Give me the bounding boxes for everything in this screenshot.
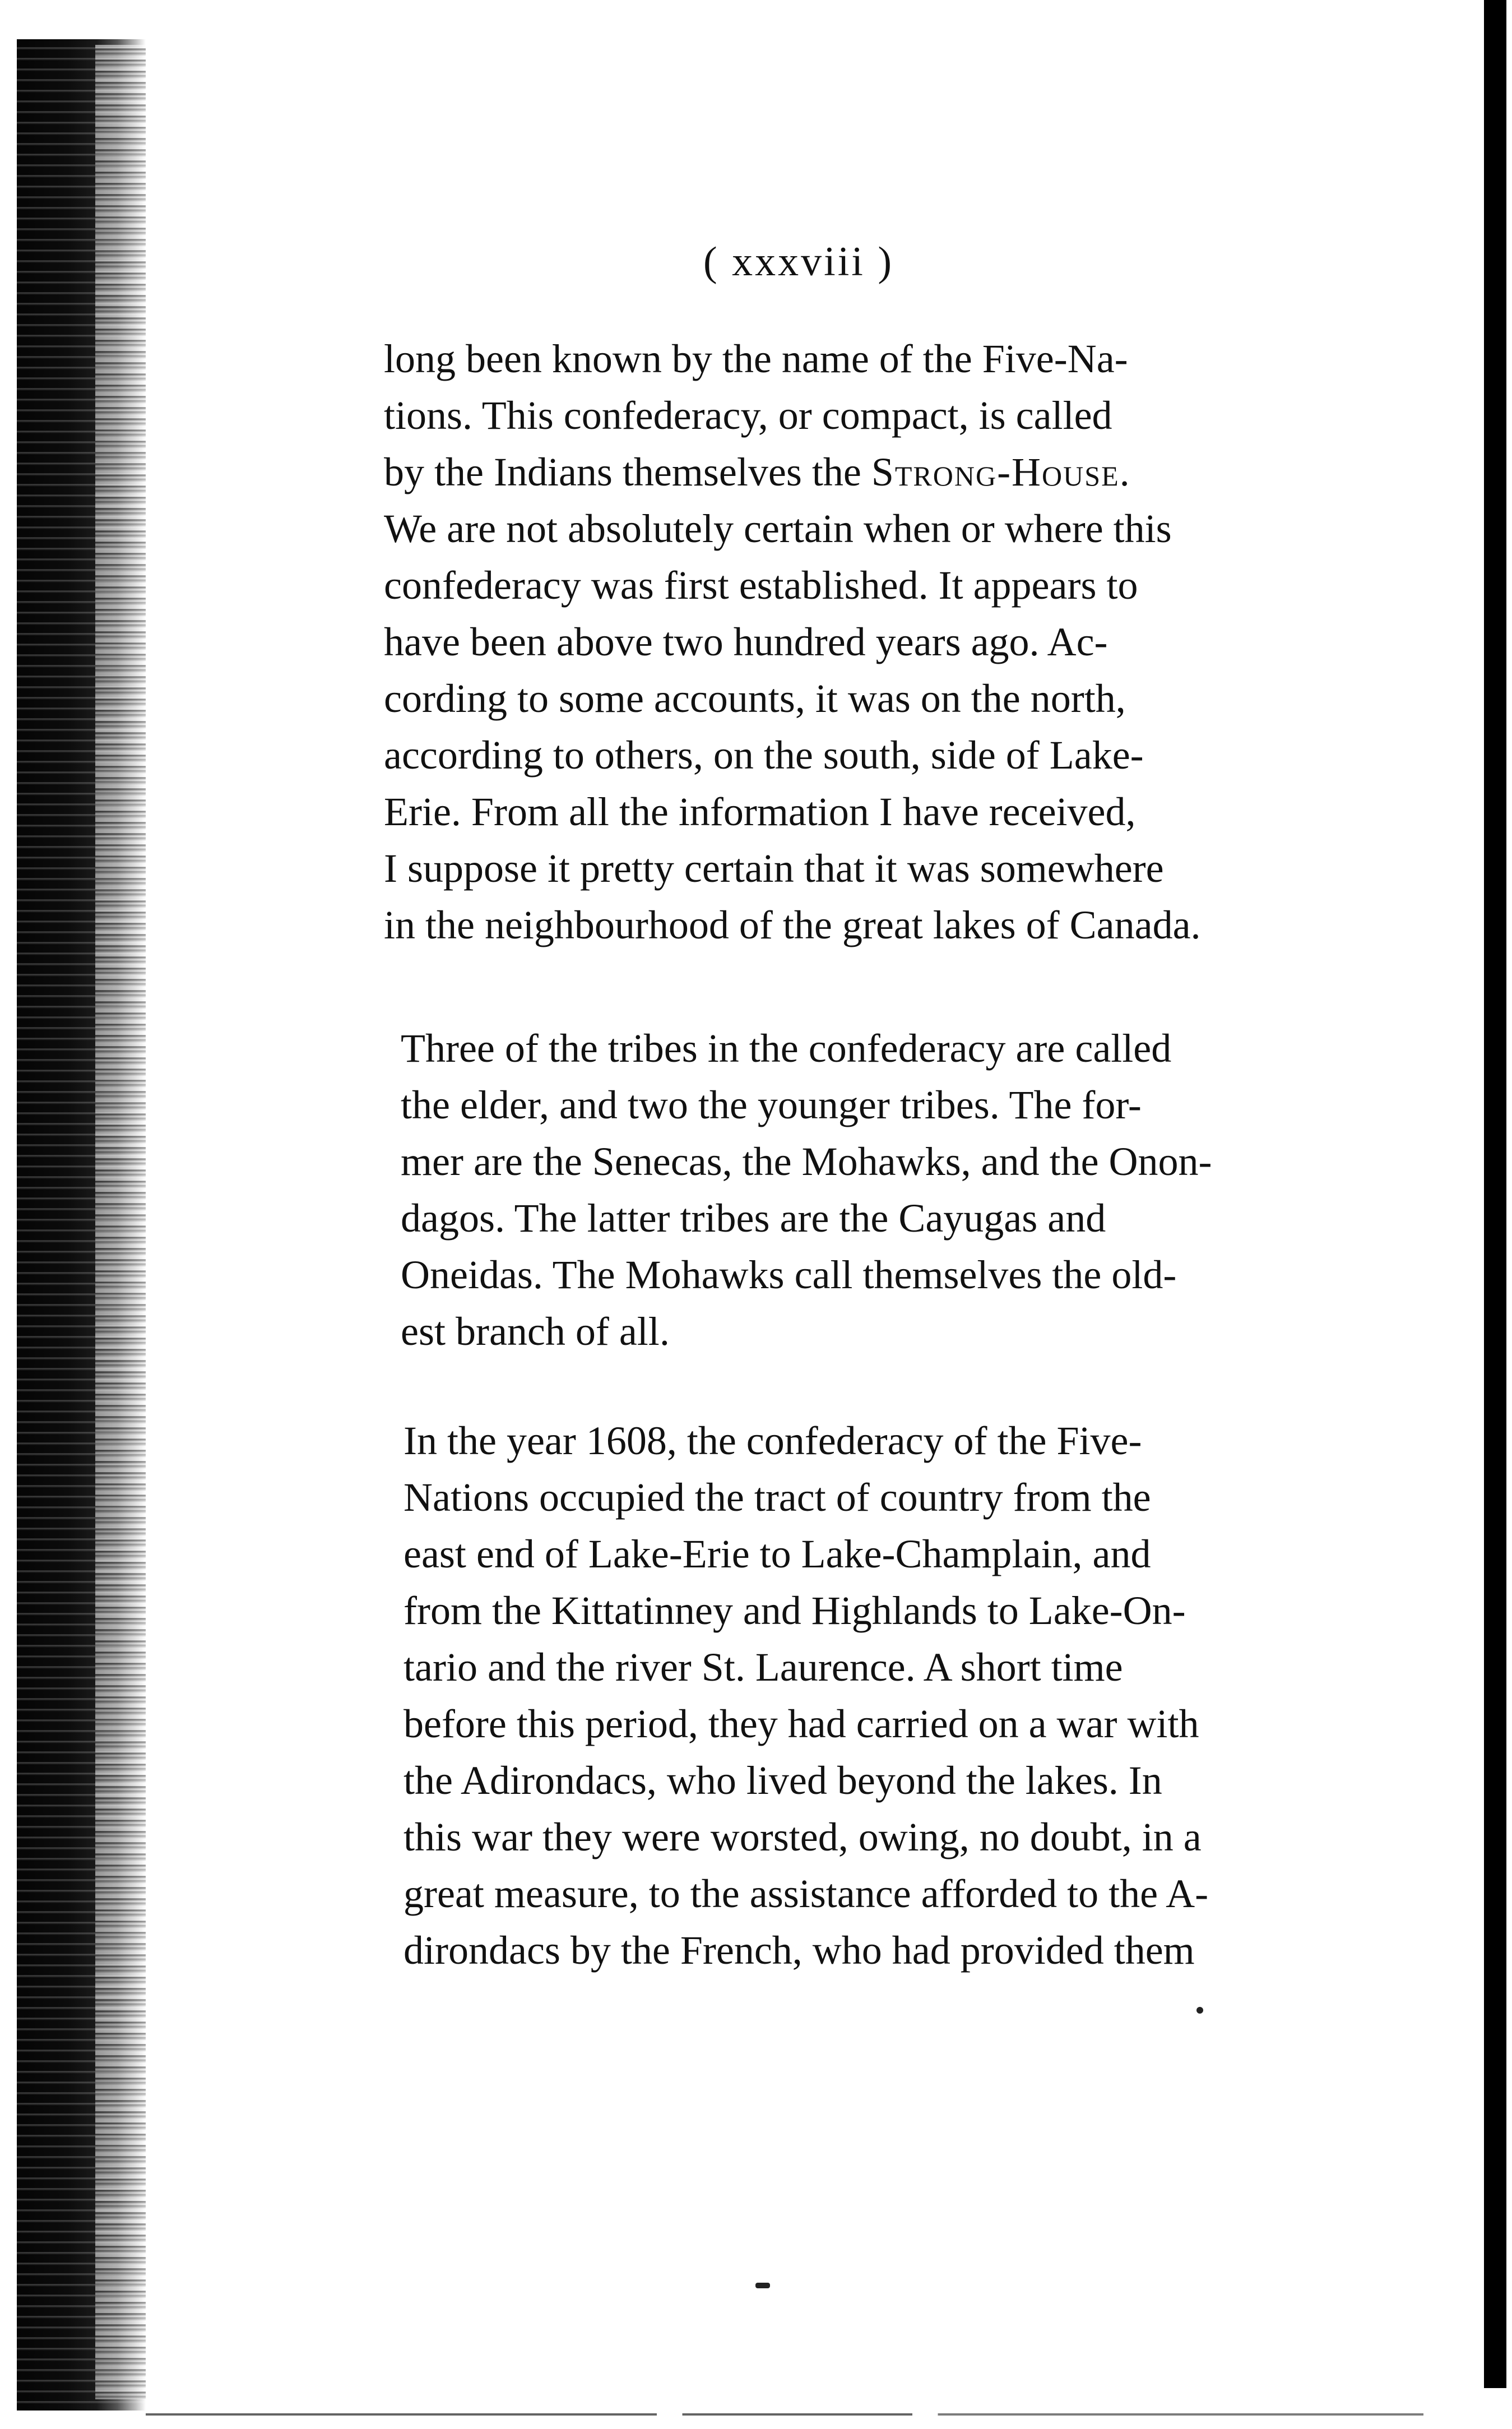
text-line: before this period, they had carried on a war with xyxy=(403,1701,1199,1746)
text-line: dagos. The latter tribes are the Cayugas and xyxy=(401,1196,1106,1241)
text-line: I suppose it pretty certain that it was somewhere xyxy=(384,846,1164,891)
text-line: Oneidas. The Mohawks call themselves the old- xyxy=(401,1252,1177,1297)
binding-gutter-texture xyxy=(95,45,146,2399)
text-line: dirondacs by the French, who had provided them xyxy=(403,1928,1195,1973)
text-line: from the Kittatinney and Highlands to Lake-On- xyxy=(403,1588,1186,1633)
text-line: in the neighbourhood of the great lakes of Canada. xyxy=(384,903,1201,947)
paragraph-2 xyxy=(401,1020,1212,1360)
text-line: Three of the tribes in the confederacy are called xyxy=(401,1026,1172,1071)
text-line xyxy=(384,444,1201,501)
text-line: In the year 1608, the confederacy of the Five- xyxy=(403,1418,1142,1463)
text-line: We are not absolutely certain when or where this xyxy=(384,506,1172,551)
text-line: have been above two hundred years ago. Ac- xyxy=(384,619,1108,664)
text-line: according to others, on the south, side of Lake- xyxy=(384,733,1144,778)
paragraph-1 xyxy=(384,331,1201,954)
text-line: tario and the river St. Laurence. A short time xyxy=(403,1645,1123,1690)
text-line: east end of Lake-Erie to Lake-Champlain, and xyxy=(403,1532,1151,1576)
text-line-segment: by the Indians themselves the xyxy=(384,450,871,494)
text-line: mer are the Senecas, the Mohawks, and the Onon- xyxy=(401,1139,1212,1184)
text-line: cording to some accounts, it was on the north, xyxy=(384,676,1126,721)
text-line: long been known by the name of the Five-Na- xyxy=(384,336,1128,381)
ink-speck xyxy=(755,2283,770,2288)
text-line: this war they were worsted, owing, no doubt, in a xyxy=(403,1815,1202,1859)
text-line: the Adirondacs, who lived beyond the lakes. In xyxy=(403,1758,1162,1803)
text-line: Nations occupied the tract of country from the xyxy=(403,1475,1151,1520)
page-number: ( xxxviii ) xyxy=(703,239,894,285)
text-line: est branch of all. xyxy=(401,1309,670,1354)
page-edge xyxy=(1484,0,1506,2388)
text-line: great measure, to the assistance afforded to the A- xyxy=(403,1871,1209,1916)
paragraph-3 xyxy=(403,1413,1208,1979)
text-line: Erie. From all the information I have received, xyxy=(384,789,1136,834)
strong-house-term: Strong-House. xyxy=(871,450,1131,494)
text-line: the elder, and two the younger tribes. The for- xyxy=(401,1082,1142,1127)
ink-speck xyxy=(1196,2007,1203,2014)
bottom-rule xyxy=(146,2413,1423,2416)
text-line: confederacy was first established. It appears to xyxy=(384,563,1138,608)
text-line: tions. This confederacy, or compact, is called xyxy=(384,393,1112,438)
